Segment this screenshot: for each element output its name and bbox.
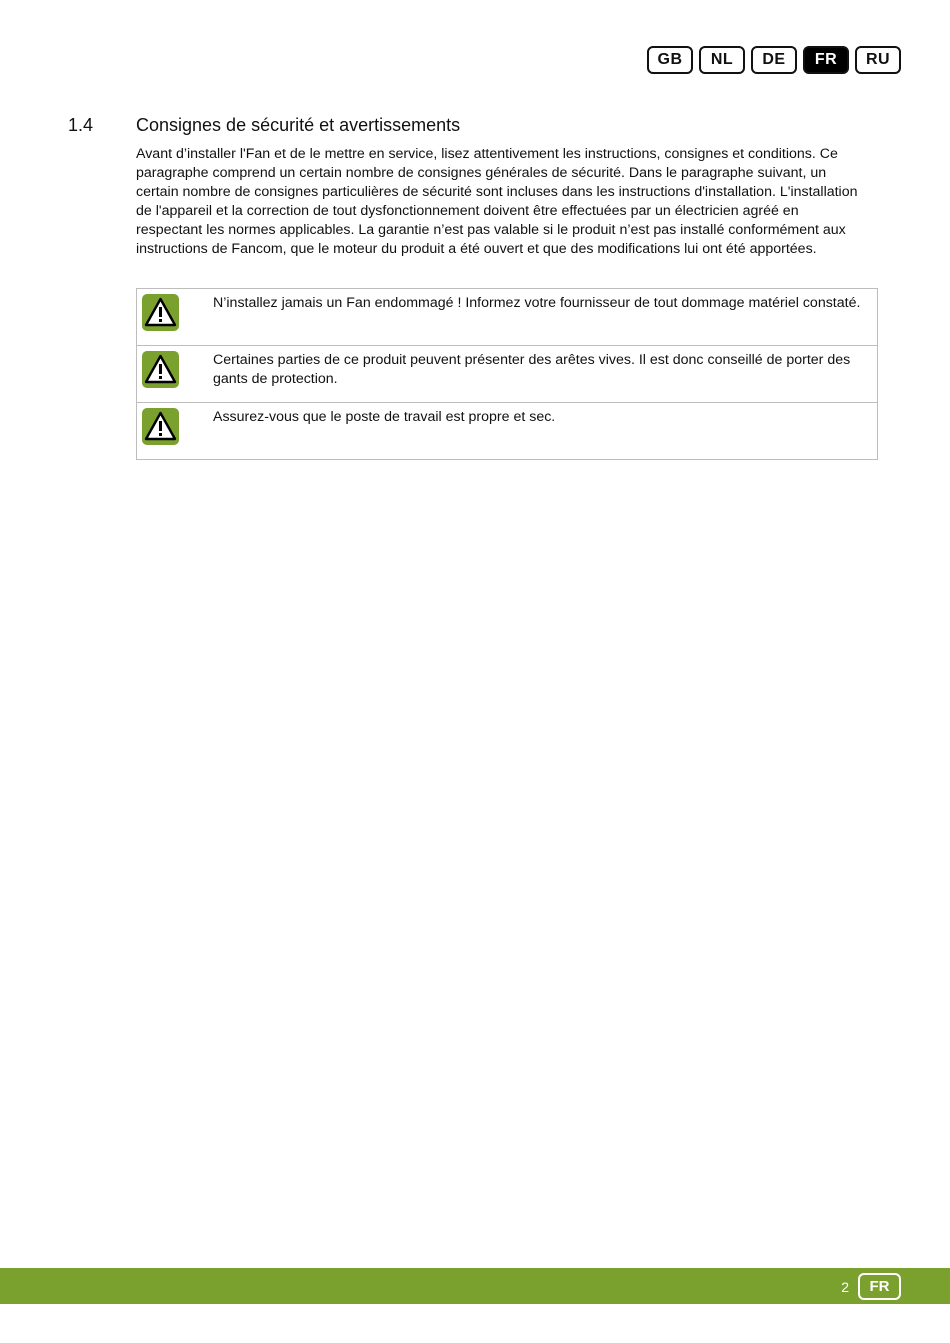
warning-triangle-icon	[142, 294, 179, 331]
warnings-table	[136, 288, 878, 460]
lang-tab-nl[interactable]: NL	[699, 46, 745, 74]
page-number: 2	[841, 1279, 849, 1295]
warning-text: N’installez jamais un Fan endommagé ! Informez votre fournisseur de tout dommage matériel constaté.	[213, 295, 861, 311]
lang-tab-de[interactable]: DE	[751, 46, 797, 74]
footer-language-badge: FR	[858, 1273, 901, 1300]
section-title: Consignes de sécurité et avertissements	[136, 115, 461, 135]
footer-bar	[0, 1268, 950, 1304]
intro-paragraph: Avant d’installer l'Fan et de le mettre en service, lisez attentivement les instructions, consignes et conditions. Ce paragraphe comprend un certain nombre de consignes générales de sécurité. Dans le paragraphe suivant, un certain nombre de consignes particulières de sécurité sont incluses dans les instructions d'installation. L'installation de l'appareil et la correction de tout dysfonctionnement doivent être effectuées par un électricien agréé en respectant les normes applicables. La garantie n’est pas valable si le produit n’est pas installé conformément aux instructions de Fancom, que le moteur du produit a été ouvert et que des modifications lui ont été apportées.	[136, 146, 858, 257]
warning-triangle-icon	[142, 351, 179, 388]
warning-triangle-icon	[142, 408, 179, 445]
warning-row	[137, 289, 878, 346]
warning-row	[137, 403, 878, 460]
lang-tab-fr[interactable]: FR	[803, 46, 849, 74]
warning-row	[137, 346, 878, 403]
warning-text: Certaines parties de ce produit peuvent présenter des arêtes vives. Il est donc conseillé de porter des gants de protection.	[213, 346, 878, 403]
lang-tab-gb[interactable]: GB	[647, 46, 693, 74]
section-number: 1.4	[68, 115, 94, 135]
language-selector	[647, 46, 901, 74]
warning-text: Assurez-vous que le poste de travail est propre et sec.	[213, 403, 878, 460]
lang-tab-ru[interactable]: RU	[855, 46, 901, 74]
